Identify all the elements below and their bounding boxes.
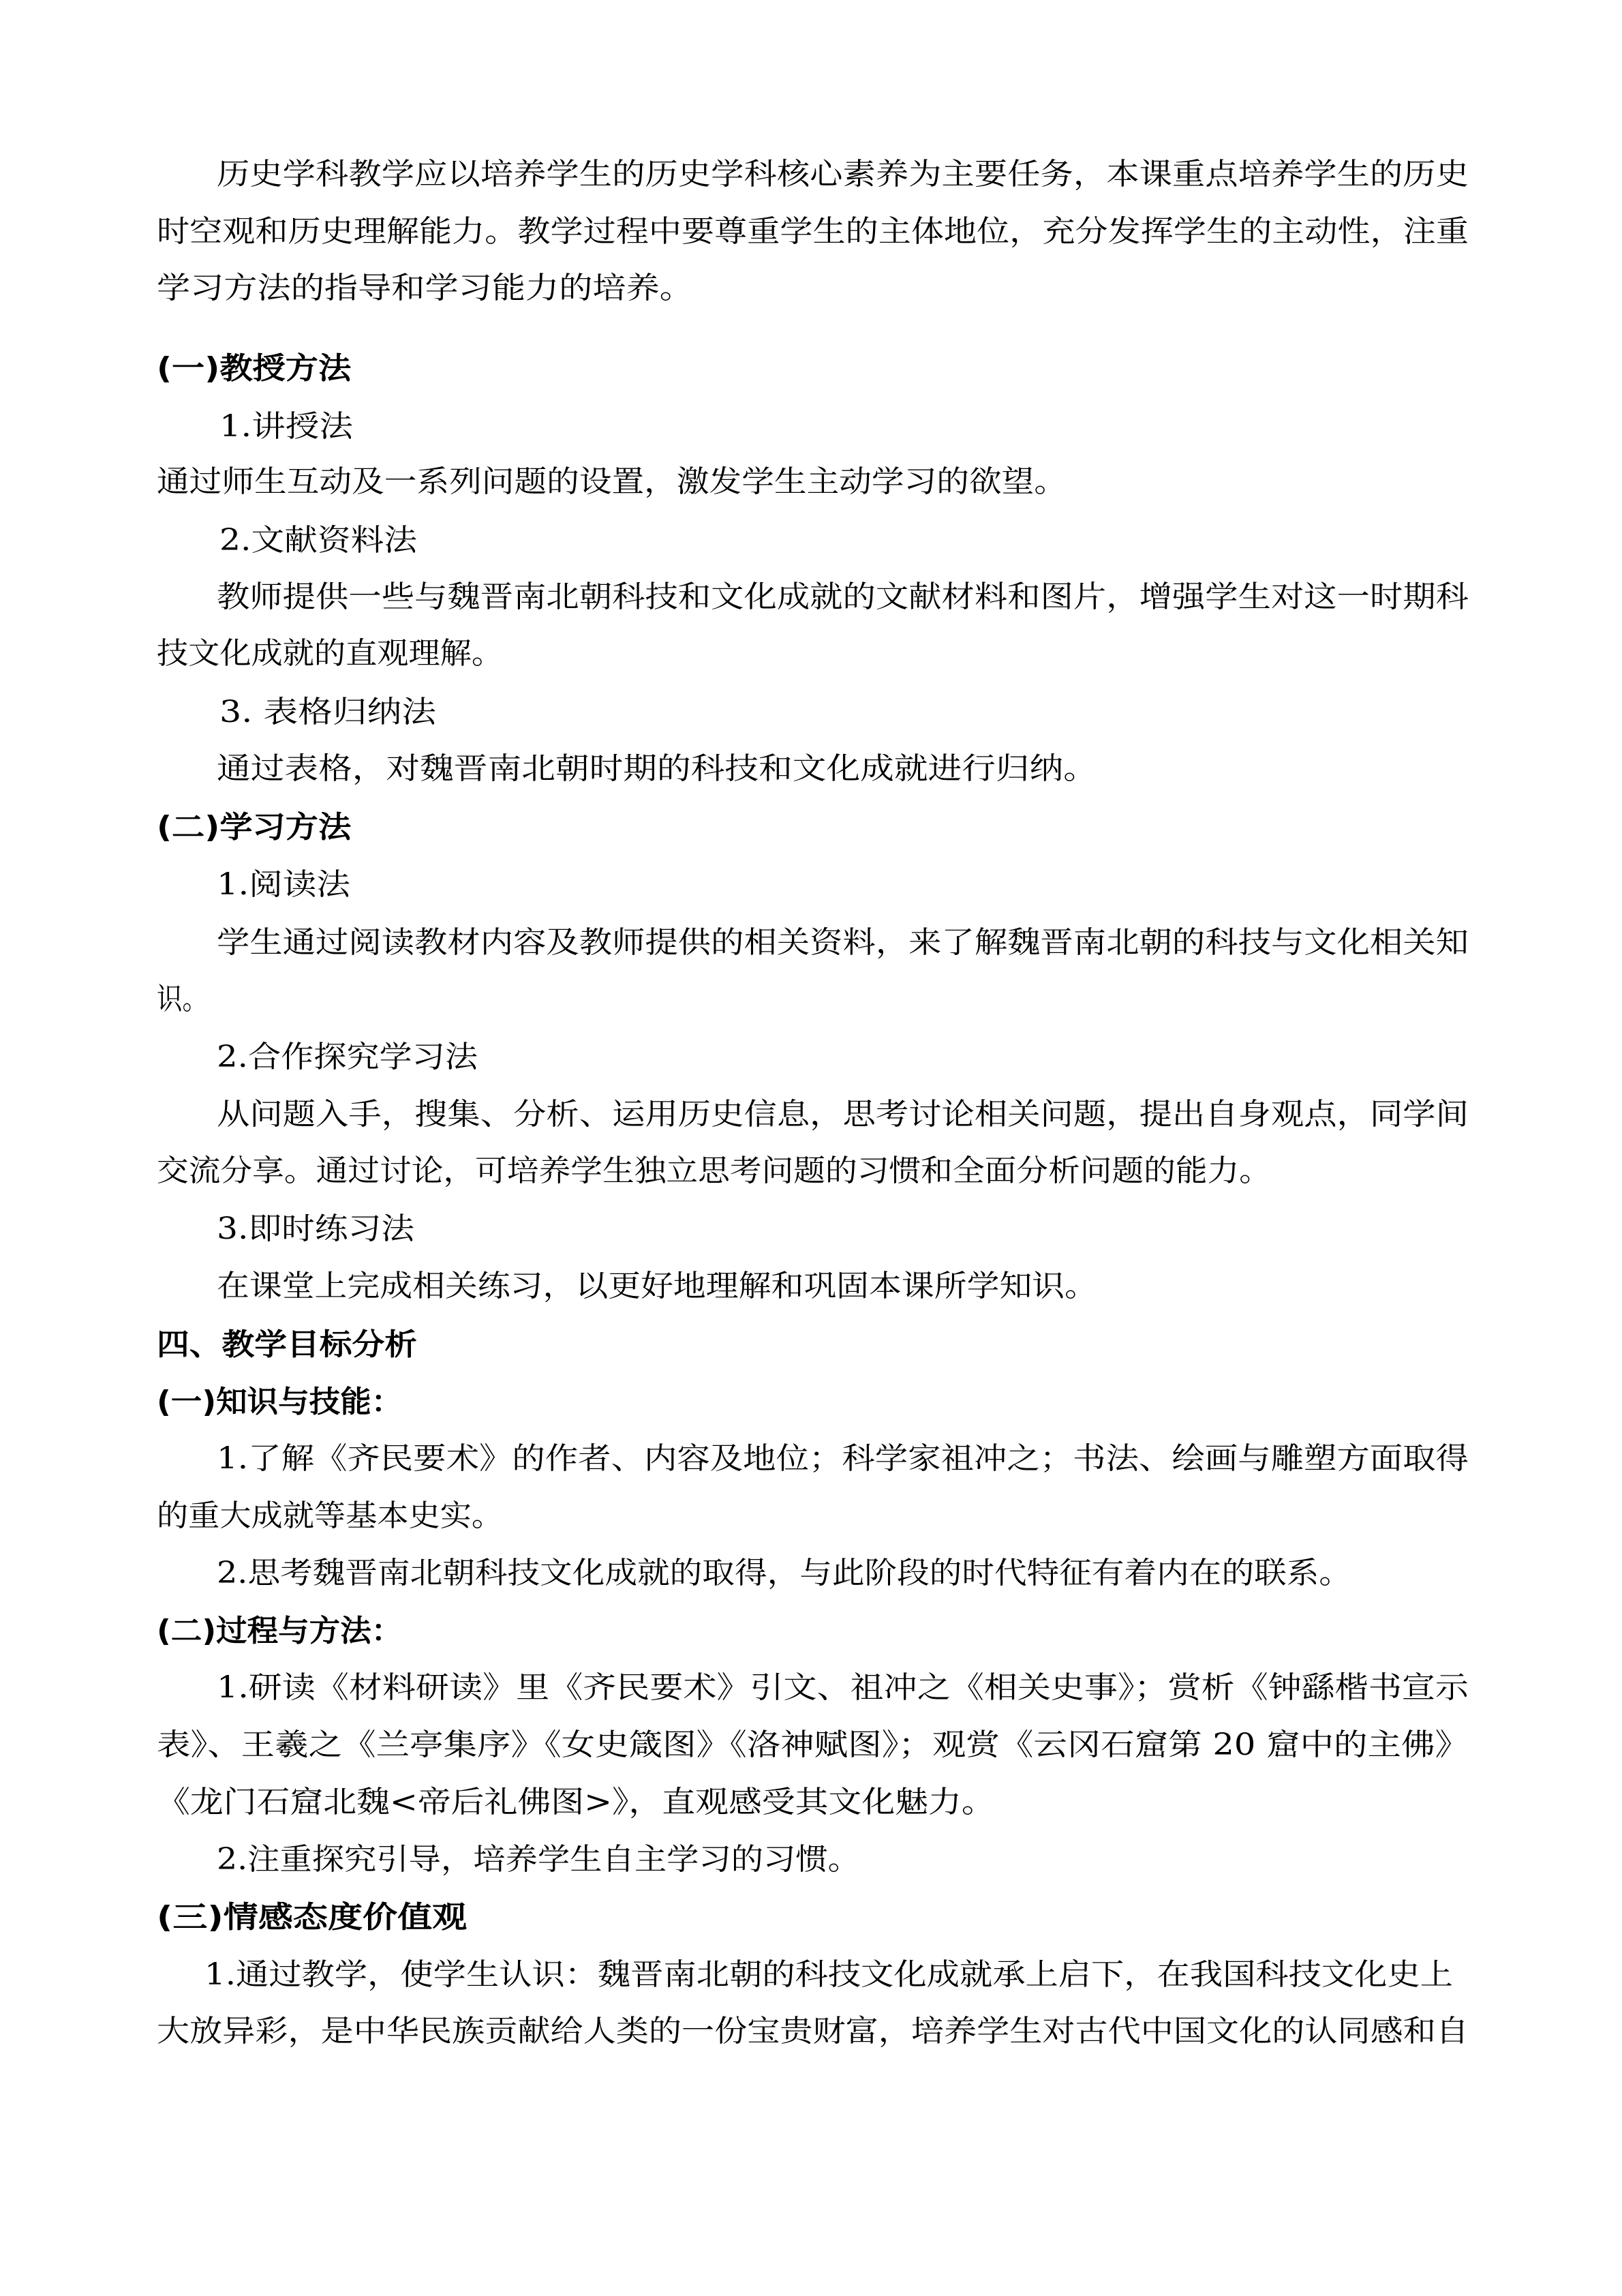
table-method-title: 3. 表格归纳法 [219, 695, 436, 729]
lecture-method-text: 通过师生互动及一系列问题的设置，激发学生主动学习的欲望。 [157, 464, 1067, 499]
cooperative-method-text-1: 从问题入手，搜集、分析、运用历史信息，思考讨论相关问题，提出自身观点，同学间 [217, 1097, 1469, 1132]
process-p1-line-3: 《龙门石窟北魏<帝后礼佛图>》，直观感受其文化魅力。 [157, 1785, 995, 1819]
emotion-p1-line-1: 1.通过教学，使学生认识：魏晋南北朝的科技文化成就承上启下，在我国科技文化史上 [204, 1957, 1453, 1992]
cooperative-method-text-2: 交流分享。通过讨论，可培养学生独立思考问题的习惯和全面分析问题的能力。 [157, 1153, 1271, 1188]
reading-method-text-2: 识。 [157, 982, 208, 1016]
intro-line-3: 学习方法的指导和学习能力的培养。 [157, 271, 693, 305]
process-methods-heading: (二)过程与方法： [157, 1614, 403, 1648]
reading-method-text-1: 学生通过阅读教材内容及教师提供的相关资料，来了解魏晋南北朝的科技与文化相关知 [217, 925, 1469, 960]
practice-method-title: 3.即时练习法 [217, 1211, 414, 1246]
knowledge-skills-heading: (一)知识与技能： [157, 1385, 403, 1419]
intro-line-2: 时空观和历史理解能力。教学过程中要尊重学生的主体地位，充分发挥学生的主动性，注重 [157, 214, 1469, 249]
knowledge-p1-line-1: 1.了解《齐民要术》的作者、内容及地位；科学家祖冲之；书法、绘画与雕塑方面取得 [217, 1441, 1469, 1476]
lecture-method-title: 1.讲授法 [219, 409, 353, 444]
teaching-methods-heading: (一)教授方法 [157, 351, 352, 386]
practice-method-text: 在课堂上完成相关练习，以更好地理解和巩固本课所学知识。 [217, 1269, 1097, 1303]
literature-method-text-2: 技文化成就的直观理解。 [157, 636, 503, 671]
process-p1-line-2: 表》、王羲之《兰亭集序》《女史箴图》《洛神赋图》；观赏《云冈石窟第 20 窟中的主佛》 [157, 1727, 1469, 1762]
section-4-heading: 四、教学目标分析 [157, 1327, 417, 1362]
knowledge-p2: 2.思考魏晋南北朝科技文化成就的取得，与此阶段的时代特征有着内在的联系。 [217, 1556, 1351, 1590]
intro-line-1: 历史学科教学应以培养学生的历史学科核心素养为主要任务，本课重点培养学生的历史 [217, 157, 1469, 192]
cooperative-method-title: 2.合作探究学习法 [217, 1040, 478, 1074]
literature-method-text-1: 教师提供一些与魏晋南北朝科技和文化成就的文献材料和图片，增强学生对这一时期科 [217, 579, 1469, 614]
literature-method-title: 2.文献资料法 [219, 523, 417, 558]
knowledge-p1-line-2: 的重大成就等基本史实。 [157, 1498, 503, 1533]
emotion-values-heading: (三)情感态度价值观 [157, 1900, 468, 1935]
table-method-text: 通过表格，对魏晋南北朝时期的科技和文化成就进行归纳。 [217, 751, 1097, 786]
reading-method-title: 1.阅读法 [217, 867, 350, 902]
learning-methods-heading: (二)学习方法 [157, 810, 352, 845]
process-p2: 2.注重探究引导，培养学生自主学习的习惯。 [217, 1842, 860, 1877]
process-p1-line-1: 1.研读《材料研读》里《齐民要术》引文、祖冲之《相关史事》；赏析《钟繇楷书宣示 [217, 1670, 1469, 1705]
emotion-p1-line-2: 大放异彩，是中华民族贡献给人类的一份宝贵财富，培养学生对古代中国文化的认同感和自 [157, 2014, 1469, 2049]
